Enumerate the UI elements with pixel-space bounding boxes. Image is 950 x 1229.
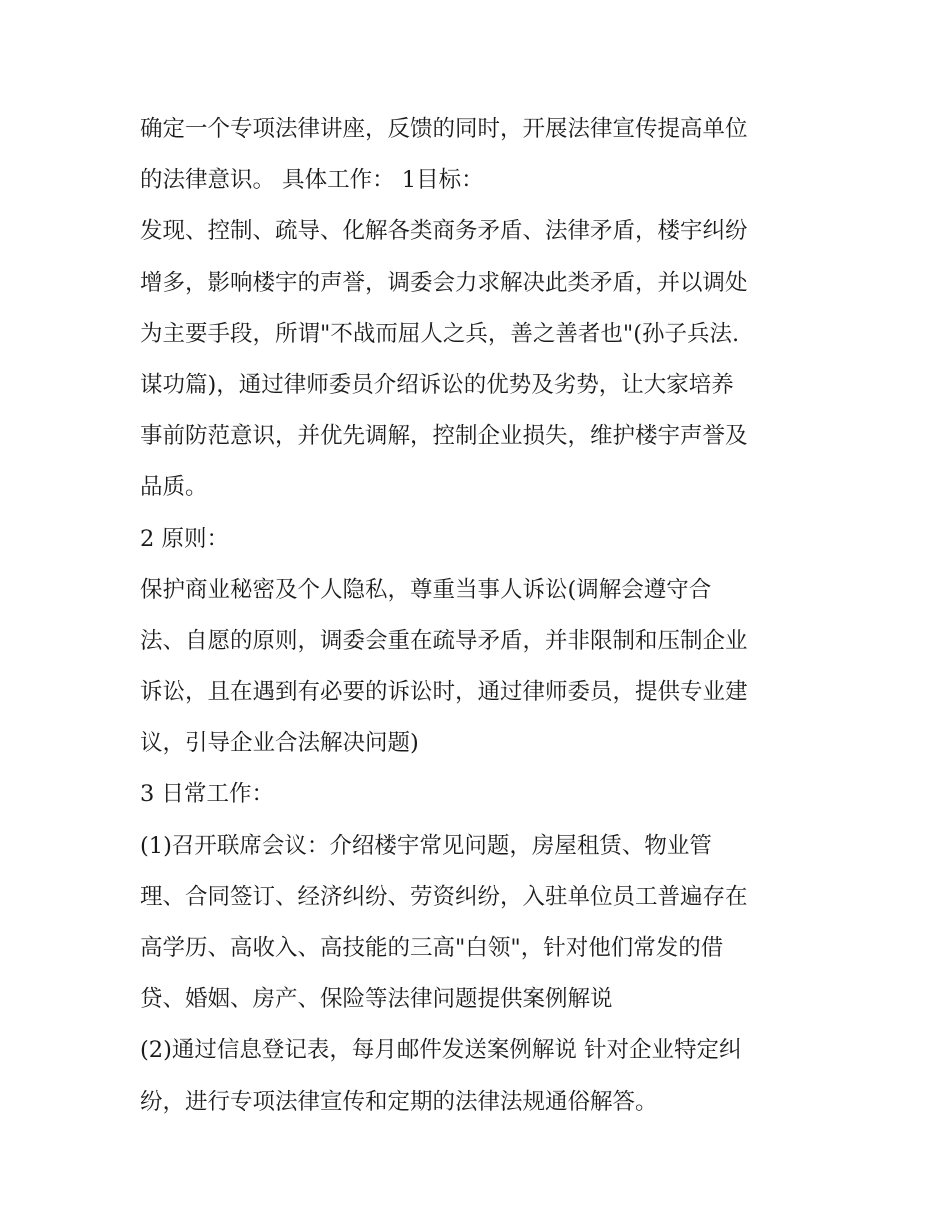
text-line: 为主要手段，所谓"不战而屈人之兵，善之善者也"(孙子兵法. <box>140 320 740 347</box>
text-line: 的法律意识。 具体工作： 1目标： <box>140 167 484 194</box>
text-line: 增多，影响楼宇的声誉，调委会力求解决此类矛盾，并以调处 <box>140 269 748 296</box>
text-line: 纷，进行专项法律宣传和定期的法律法规通俗解答。 <box>140 1088 658 1115</box>
text-line: 理、合同签订、经济纠纷、劳资纠纷，入驻单位员工普遍存在 <box>140 883 748 910</box>
text-line: 事前防范意识，并优先调解，控制企业损失，维护楼宇声誉及 <box>140 423 748 450</box>
text-line: 确定一个专项法律讲座，反馈的同时，开展法律宣传提高单位 <box>140 116 748 142</box>
section-heading: 3 日常工作： <box>140 781 274 808</box>
text-line: 议，引导企业合法解决问题) <box>140 730 419 757</box>
text-line: 贷、婚姻、房产、保险等法律问题提供案例解说 <box>140 986 613 1013</box>
text-line: (1)召开联席会议：介绍楼宇常见问题，房屋租赁、物业管 <box>140 832 712 859</box>
text-line: 法、自愿的原则，调委会重在疏导矛盾，并非限制和压制企业 <box>140 627 748 654</box>
text-line: 品质。 <box>140 474 208 501</box>
document-body <box>140 104 820 1128</box>
section-heading: 2 原则： <box>140 525 229 552</box>
text-line: 谋功篇)，通过律师委员介绍诉讼的优势及劣势，让大家培养 <box>140 371 734 398</box>
text-line: (2)通过信息登记表，每月邮件发送案例解说 针对企业特定纠 <box>140 1037 742 1064</box>
text-line: 保护商业秘密及个人隐私，尊重当事人诉讼(调解会遵守合 <box>140 576 712 603</box>
text-line: 诉讼，且在遇到有必要的诉讼时，通过律师委员，提供专业建 <box>140 679 748 706</box>
text-line: 高学历、高收入、高技能的三高"白领"，针对他们常发的借 <box>140 935 724 961</box>
text-line: 发现、控制、疏导、化解各类商务矛盾、法律矛盾，楼宇纠纷 <box>140 218 748 245</box>
